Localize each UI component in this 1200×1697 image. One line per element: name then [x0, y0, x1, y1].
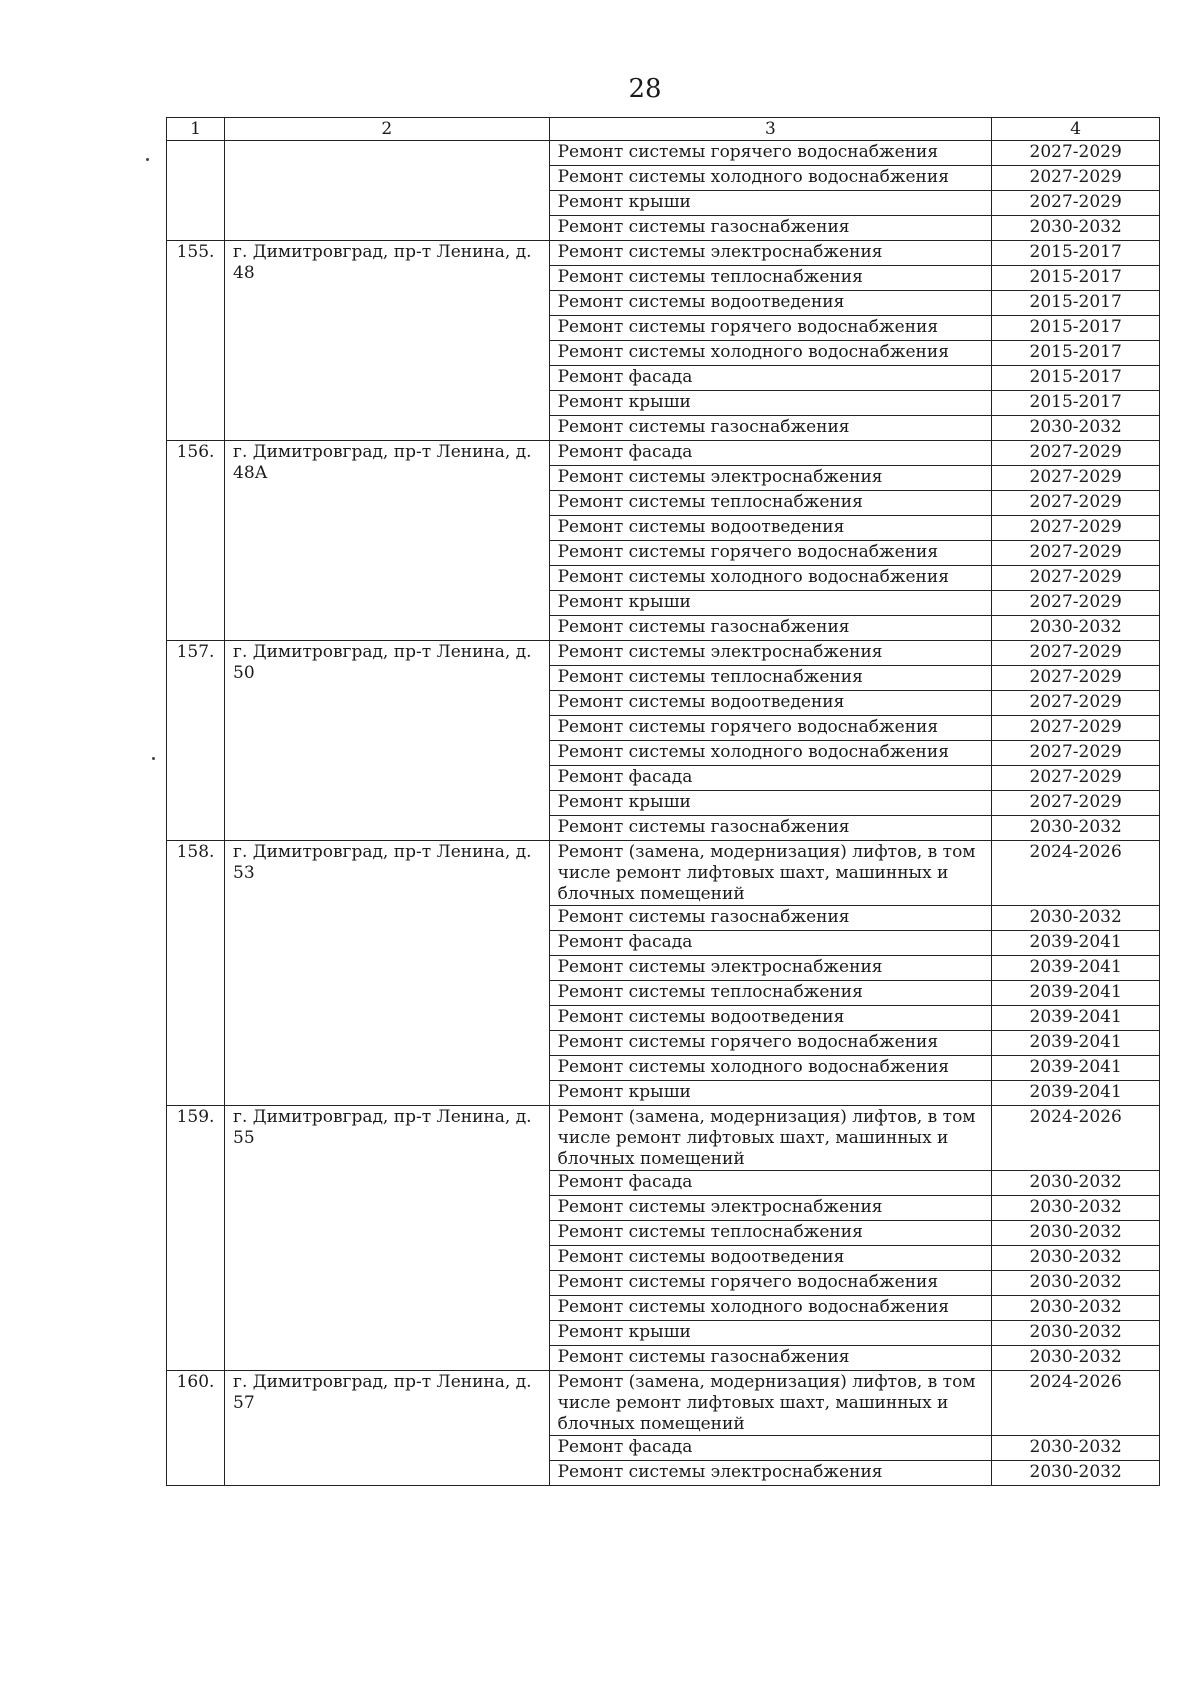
planned-period: 2027-2029 [992, 516, 1160, 541]
work-type: Ремонт фасада [549, 766, 992, 791]
work-type: Ремонт системы газоснабжения [549, 216, 992, 241]
work-type: Ремонт системы холодного водоснабжения [549, 341, 992, 366]
table-row [167, 141, 1160, 166]
table-row [167, 1371, 1160, 1436]
work-type: Ремонт фасада [549, 441, 992, 466]
object-number: 158. [167, 841, 225, 1106]
planned-period: 2027-2029 [992, 741, 1160, 766]
object-number: 160. [167, 1371, 225, 1486]
work-type: Ремонт крыши [549, 791, 992, 816]
table-body [167, 141, 1160, 1486]
planned-period: 2027-2029 [992, 441, 1160, 466]
scan-speck [152, 757, 155, 760]
planned-period: 2039-2041 [992, 956, 1160, 981]
planned-period: 2027-2029 [992, 491, 1160, 516]
planned-period: 2027-2029 [992, 166, 1160, 191]
object-address: г. Димитровград, пр-т Ленина, д. 48 [225, 241, 550, 441]
planned-period: 2030-2032 [992, 616, 1160, 641]
planned-period: 2015-2017 [992, 316, 1160, 341]
planned-period: 2030-2032 [992, 1246, 1160, 1271]
header-col-1: 1 [167, 118, 225, 141]
planned-period: 2027-2029 [992, 566, 1160, 591]
work-type: Ремонт системы холодного водоснабжения [549, 741, 992, 766]
work-type: Ремонт системы электроснабжения [549, 641, 992, 666]
planned-period: 2030-2032 [992, 816, 1160, 841]
planned-period: 2024-2026 [992, 1371, 1160, 1436]
planned-period: 2015-2017 [992, 366, 1160, 391]
work-type: Ремонт системы холодного водоснабжения [549, 1296, 992, 1321]
planned-period: 2015-2017 [992, 341, 1160, 366]
work-type: Ремонт системы электроснабжения [549, 1461, 992, 1486]
planned-period: 2027-2029 [992, 716, 1160, 741]
work-type: Ремонт системы горячего водоснабжения [549, 541, 992, 566]
work-type: Ремонт крыши [549, 591, 992, 616]
work-type: Ремонт крыши [549, 1081, 992, 1106]
planned-period: 2039-2041 [992, 1056, 1160, 1081]
table-row [167, 441, 1160, 466]
work-type: Ремонт системы теплоснабжения [549, 666, 992, 691]
work-type: Ремонт фасада [549, 1171, 992, 1196]
work-type: Ремонт системы водоотведения [549, 516, 992, 541]
planned-period: 2030-2032 [992, 1196, 1160, 1221]
table-row [167, 641, 1160, 666]
planned-period: 2030-2032 [992, 1461, 1160, 1486]
planned-period: 2039-2041 [992, 981, 1160, 1006]
planned-period: 2030-2032 [992, 416, 1160, 441]
table-header [167, 118, 1160, 141]
page-number: 28 [628, 74, 662, 104]
planned-period: 2015-2017 [992, 266, 1160, 291]
planned-period: 2030-2032 [992, 1296, 1160, 1321]
work-type: Ремонт системы водоотведения [549, 1246, 992, 1271]
work-type: Ремонт системы горячего водоснабжения [549, 316, 992, 341]
work-type: Ремонт системы электроснабжения [549, 956, 992, 981]
work-type: Ремонт системы водоотведения [549, 1006, 992, 1031]
work-type: Ремонт системы горячего водоснабжения [549, 716, 992, 741]
work-type: Ремонт системы электроснабжения [549, 466, 992, 491]
planned-period: 2024-2026 [992, 1106, 1160, 1171]
work-type: Ремонт системы теплоснабжения [549, 491, 992, 516]
work-type: Ремонт системы газоснабжения [549, 616, 992, 641]
work-type: Ремонт системы холодного водоснабжения [549, 566, 992, 591]
object-address: г. Димитровград, пр-т Ленина, д. 57 [225, 1371, 550, 1486]
planned-period: 2039-2041 [992, 1031, 1160, 1056]
object-address [225, 141, 550, 241]
work-type: Ремонт системы газоснабжения [549, 816, 992, 841]
work-type: Ремонт системы газоснабжения [549, 1346, 992, 1371]
work-type: Ремонт фасада [549, 1436, 992, 1461]
work-type: Ремонт системы холодного водоснабжения [549, 166, 992, 191]
table-row [167, 841, 1160, 906]
object-address: г. Димитровград, пр-т Ленина, д. 50 [225, 641, 550, 841]
work-type: Ремонт (замена, модернизация) лифтов, в том числе ремонт лифтовых шахт, машинных и блочных помещений [549, 1371, 992, 1436]
work-type: Ремонт системы холодного водоснабжения [549, 1056, 992, 1081]
planned-period: 2015-2017 [992, 391, 1160, 416]
work-type: Ремонт системы газоснабжения [549, 906, 992, 931]
planned-period: 2027-2029 [992, 666, 1160, 691]
planned-period: 2039-2041 [992, 931, 1160, 956]
work-type: Ремонт системы горячего водоснабжения [549, 1271, 992, 1296]
planned-period: 2027-2029 [992, 541, 1160, 566]
object-number: 155. [167, 241, 225, 441]
work-type: Ремонт фасада [549, 366, 992, 391]
work-type: Ремонт системы теплоснабжения [549, 1221, 992, 1246]
planned-period: 2027-2029 [992, 791, 1160, 816]
planned-period: 2027-2029 [992, 466, 1160, 491]
work-type: Ремонт крыши [549, 191, 992, 216]
planned-period: 2030-2032 [992, 1221, 1160, 1246]
work-type: Ремонт системы горячего водоснабжения [549, 141, 992, 166]
work-type: Ремонт системы газоснабжения [549, 416, 992, 441]
planned-period: 2030-2032 [992, 1321, 1160, 1346]
header-col-3: 3 [549, 118, 992, 141]
planned-period: 2030-2032 [992, 1171, 1160, 1196]
work-type: Ремонт системы электроснабжения [549, 1196, 992, 1221]
work-type: Ремонт (замена, модернизация) лифтов, в том числе ремонт лифтовых шахт, машинных и блочных помещений [549, 1106, 992, 1171]
planned-period: 2030-2032 [992, 216, 1160, 241]
object-number: 157. [167, 641, 225, 841]
planned-period: 2027-2029 [992, 141, 1160, 166]
planned-period: 2027-2029 [992, 766, 1160, 791]
object-number: 159. [167, 1106, 225, 1371]
header-col-2: 2 [225, 118, 550, 141]
planned-period: 2027-2029 [992, 191, 1160, 216]
header-row [167, 118, 1160, 141]
work-type: Ремонт системы теплоснабжения [549, 266, 992, 291]
planned-period: 2030-2032 [992, 906, 1160, 931]
table-row [167, 1106, 1160, 1171]
planned-period: 2030-2032 [992, 1436, 1160, 1461]
planned-period: 2030-2032 [992, 1346, 1160, 1371]
work-type: Ремонт системы водоотведения [549, 291, 992, 316]
planned-period: 2027-2029 [992, 641, 1160, 666]
work-type: Ремонт системы горячего водоснабжения [549, 1031, 992, 1056]
planned-period: 2027-2029 [992, 591, 1160, 616]
scan-speck [146, 158, 149, 161]
work-type: Ремонт фасада [549, 931, 992, 956]
repair-schedule-table [166, 117, 1160, 1486]
work-type: Ремонт системы водоотведения [549, 691, 992, 716]
object-number [167, 141, 225, 241]
planned-period: 2015-2017 [992, 241, 1160, 266]
planned-period: 2015-2017 [992, 291, 1160, 316]
object-address: г. Димитровград, пр-т Ленина, д. 48А [225, 441, 550, 641]
work-type: Ремонт системы теплоснабжения [549, 981, 992, 1006]
planned-period: 2039-2041 [992, 1006, 1160, 1031]
object-number: 156. [167, 441, 225, 641]
planned-period: 2024-2026 [992, 841, 1160, 906]
object-address: г. Димитровград, пр-т Ленина, д. 53 [225, 841, 550, 1106]
planned-period: 2039-2041 [992, 1081, 1160, 1106]
work-type: Ремонт (замена, модернизация) лифтов, в том числе ремонт лифтовых шахт, машинных и блочных помещений [549, 841, 992, 906]
header-col-4: 4 [992, 118, 1160, 141]
work-type: Ремонт крыши [549, 391, 992, 416]
planned-period: 2030-2032 [992, 1271, 1160, 1296]
object-address: г. Димитровград, пр-т Ленина, д. 55 [225, 1106, 550, 1371]
table-row [167, 241, 1160, 266]
work-type: Ремонт системы электроснабжения [549, 241, 992, 266]
work-type: Ремонт крыши [549, 1321, 992, 1346]
planned-period: 2027-2029 [992, 691, 1160, 716]
